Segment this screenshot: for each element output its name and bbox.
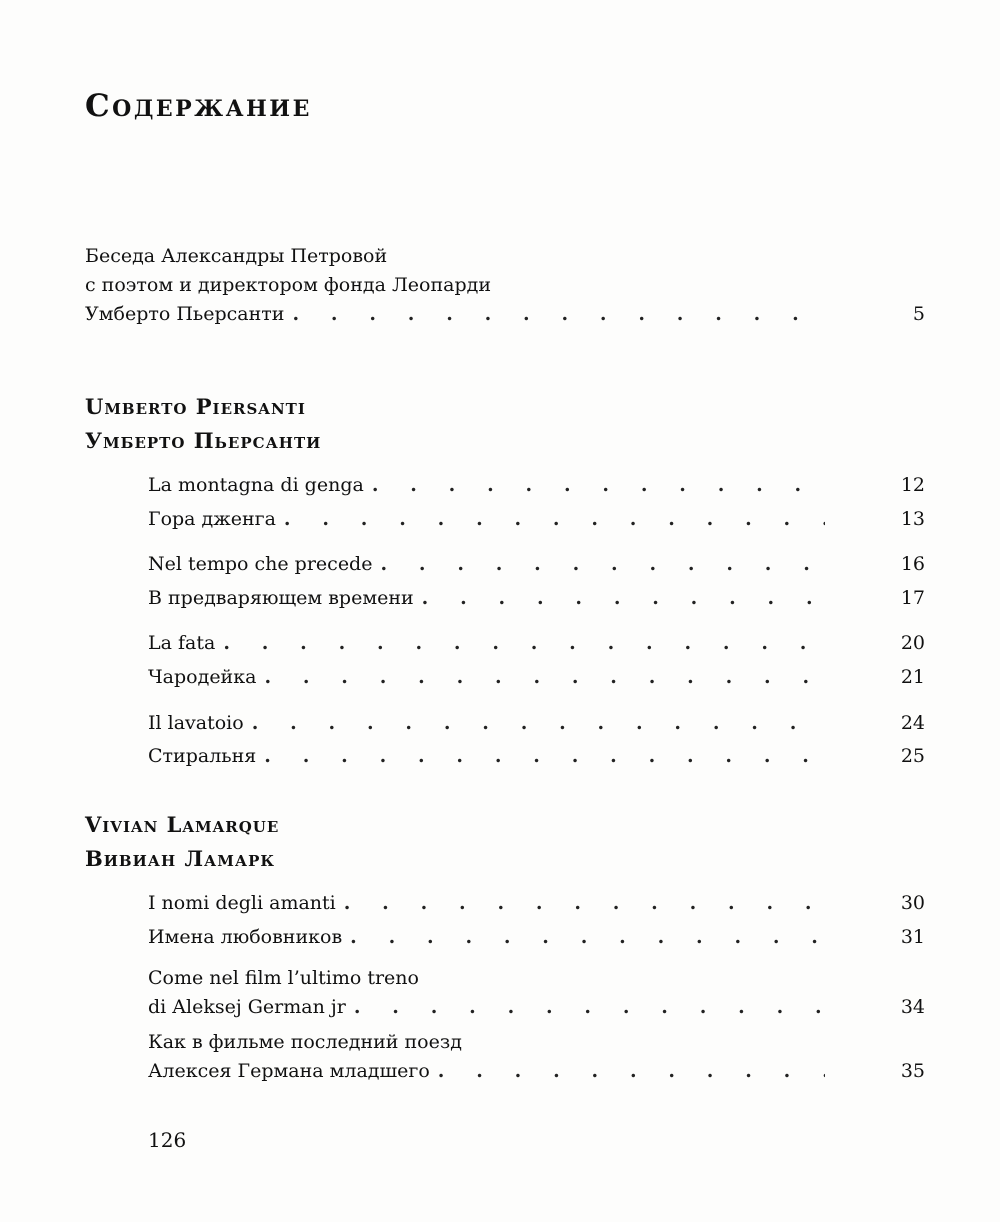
- toc-entry-intro[interactable]: [85, 242, 925, 329]
- page-number: 25: [900, 745, 925, 767]
- section-author-italian: Vivian Lamarque: [85, 812, 280, 837]
- page-number: 17: [900, 587, 925, 609]
- dot-leader: [223, 629, 825, 658]
- page-number: 35: [900, 1060, 925, 1082]
- page-number: 13: [900, 508, 925, 530]
- toc-entry[interactable]: [148, 629, 925, 658]
- toc-entry[interactable]: [148, 663, 925, 692]
- toc-entry[interactable]: [148, 550, 925, 579]
- entry-title: В предваряющем времени: [148, 587, 414, 609]
- dot-leader: [344, 889, 825, 918]
- entry-title: Чародейка: [148, 666, 257, 688]
- toc-entry[interactable]: [148, 742, 925, 771]
- dot-leader: [380, 550, 825, 579]
- page-number: 20: [900, 632, 925, 654]
- entry-title: La fata: [148, 632, 216, 654]
- entry-title: I nomi degli amanti: [148, 892, 336, 914]
- toc-entry[interactable]: [148, 889, 925, 918]
- section-author-russian: Умберто Пьерсанти: [85, 428, 322, 453]
- dot-leader: [422, 584, 825, 613]
- toc-entry[interactable]: [148, 709, 925, 738]
- page-number: 30: [900, 892, 925, 914]
- dot-leader: [372, 471, 825, 500]
- entry-title: Имена любовников: [148, 926, 343, 948]
- page-folio-number: 126: [148, 1128, 187, 1152]
- section-author-italian: Umberto Piersanti: [85, 394, 306, 419]
- page-number: 31: [900, 926, 925, 948]
- toc-entry[interactable]: [148, 964, 925, 1022]
- toc-entry[interactable]: [148, 1028, 925, 1086]
- dot-leader: [292, 300, 825, 329]
- toc-entry[interactable]: [148, 505, 925, 534]
- entry-title: Умберто Пьерсанти: [85, 303, 285, 325]
- section-author-russian: Вивиан Ламарк: [85, 846, 276, 871]
- toc-entry[interactable]: [148, 584, 925, 613]
- entry-title: Гора дженга: [148, 508, 276, 530]
- dot-leader: [350, 923, 825, 952]
- dot-leader: [284, 505, 825, 534]
- dot-leader: [264, 663, 825, 692]
- entry-title: Алексея Германа младшего: [148, 1060, 430, 1082]
- entry-title: La montagna di genga: [148, 474, 364, 496]
- entry-title: Nel tempo che precede: [148, 553, 373, 575]
- page-title: Содержание: [85, 88, 312, 124]
- dot-leader: [438, 1057, 825, 1086]
- page-number: 16: [900, 553, 925, 575]
- dot-leader: [264, 742, 825, 771]
- toc-entry[interactable]: [148, 923, 925, 952]
- entry-title-line: Беседа Александры Петровой: [85, 245, 388, 267]
- entry-title: di Aleksej German jr: [148, 996, 346, 1018]
- entry-title-line: с поэтом и директором фонда Леопарди: [85, 274, 492, 296]
- entry-title-line: Как в фильме последний поезд: [148, 1031, 462, 1053]
- page-number: 34: [900, 996, 925, 1018]
- page-number: 24: [900, 712, 925, 734]
- page-number: 5: [912, 303, 925, 325]
- page-number: 12: [900, 474, 925, 496]
- entry-title: Il lavatoio: [148, 712, 244, 734]
- dot-leader: [354, 993, 825, 1022]
- dot-leader: [252, 709, 825, 738]
- page-number: 21: [900, 666, 925, 688]
- toc-entry[interactable]: [148, 471, 925, 500]
- entry-title-line: Come nel film l’ultimo treno: [148, 967, 419, 989]
- entry-title: Стиральня: [148, 745, 257, 767]
